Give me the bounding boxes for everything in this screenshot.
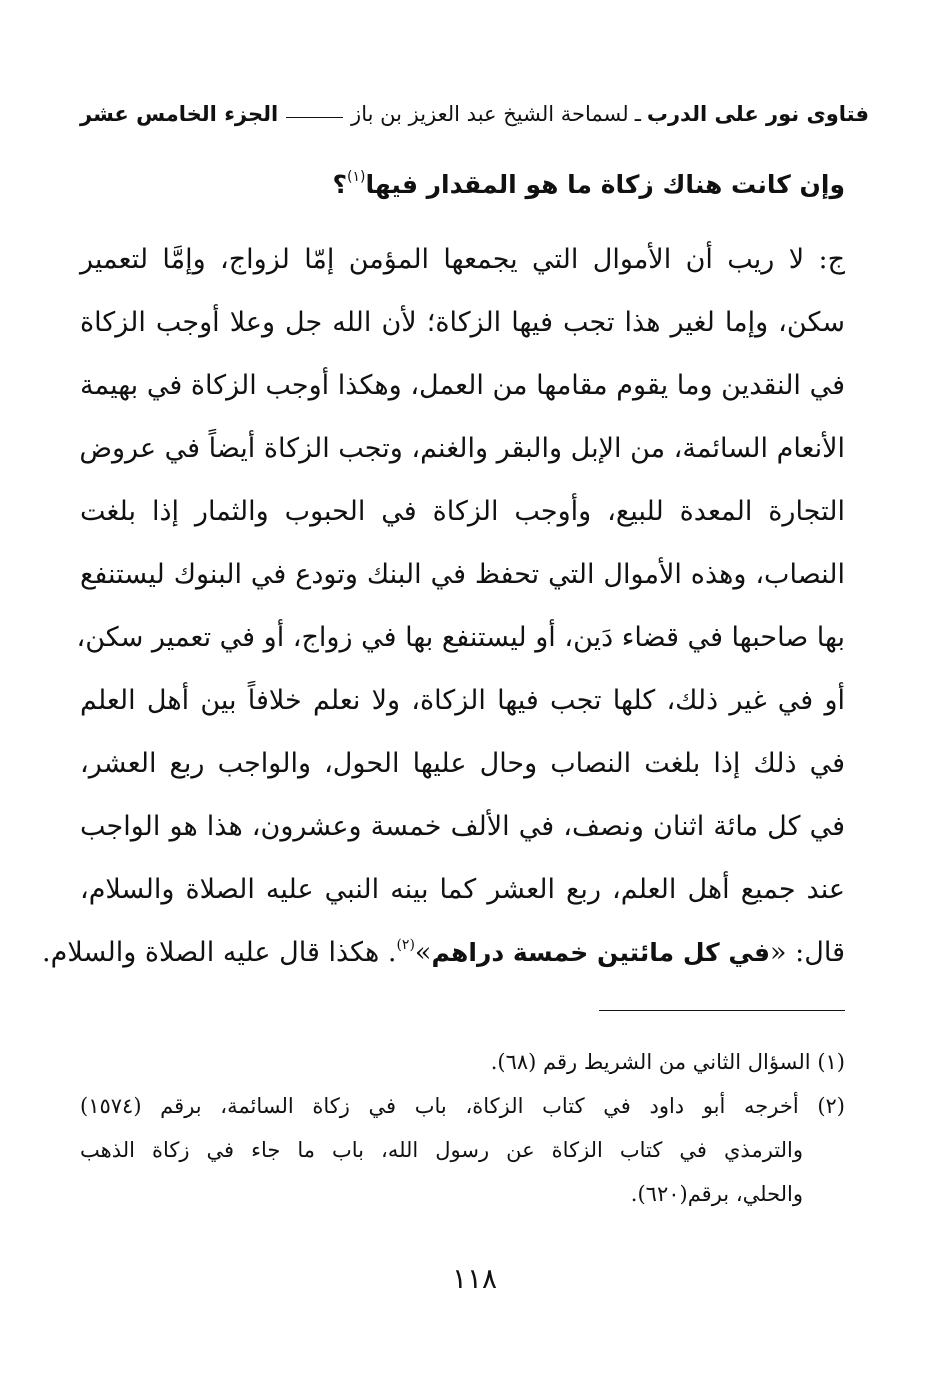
answer-line: بها صاحبها في قضاء دَين، أو ليستنفع بها في زواج، أو في تعمير سكن،	[76, 622, 845, 653]
answer-line: في ذلك إذا بلغت النصاب وحال عليها الحول، والواجب ربع العشر،	[80, 748, 845, 779]
running-header	[80, 94, 869, 134]
quote-close: »	[414, 937, 432, 968]
footnote-separator	[599, 1010, 845, 1011]
footnote-1: (١) السؤال الثاني من الشريط رقم (٦٨).	[490, 1050, 845, 1074]
page-number: ١١٨	[451, 1262, 498, 1295]
answer-line: في كل مائة اثنان ونصف، في الألف خمسة وعشرون، هذا هو الواجب	[80, 811, 845, 842]
header-rule	[286, 117, 343, 118]
header-author: لسماحة الشيخ عبد العزيز بن باز	[351, 102, 629, 126]
answer-line: التجارة المعدة للبيع، وأوجب الزكاة في الحبوب والثمار إذا بلغت	[80, 496, 845, 527]
footnote-2-line-2: والترمذي في كتاب الزكاة عن رسول الله، باب ما جاء في زكاة الذهب	[80, 1138, 803, 1162]
header-separator: ـ	[634, 102, 641, 126]
question-mark: ؟	[332, 170, 347, 199]
footnote-2-line-3: والحلي، برقم(٦٢٠).	[630, 1182, 803, 1206]
answer-line: عند جميع أهل العلم، ربع العشر كما بينه النبي عليه الصلاة والسلام،	[80, 874, 845, 905]
answer-line: سكن، وإما لغير هذا تجب فيها الزكاة؛ لأن الله جل وعلا أوجب الزكاة	[80, 307, 845, 338]
question-footnote-ref: (١)	[347, 169, 366, 185]
answer-line: ج: لا ريب أن الأموال التي يجمعها المؤمن إمّا لزواج، وإمَّا لتعمير	[80, 244, 845, 275]
question-heading	[80, 160, 845, 210]
quote-prefix: قال: «	[770, 937, 845, 968]
footnote-2-line-1: (٢) أخرجه أبو داود في كتاب الزكاة، باب في زكاة السائمة، برقم (١٥٧٤)	[80, 1094, 845, 1118]
answer-line: في النقدين وما يقوم مقامها من العمل، وهكذا أوجب الزكاة في بهيمة	[80, 370, 845, 401]
header-book-title: فتاوى نور على الدرب	[646, 102, 869, 126]
question-text: وإن كانت هناك زكاة ما هو المقدار فيها	[365, 170, 845, 199]
quote-suffix: . هكذا قال عليه الصلاة والسلام.	[42, 937, 397, 968]
footnotes	[80, 1040, 845, 1216]
hadith-quote: في كل مائتين خمسة دراهم	[431, 938, 771, 967]
answer-body	[42, 228, 845, 984]
answer-last-line	[42, 921, 845, 984]
answer-line: أو في غير ذلك، كلها تجب فيها الزكاة، ولا نعلم خلافاً بين أهل العلم	[80, 685, 845, 716]
answer-line: الأنعام السائمة، من الإبل والبقر والغنم، وتجب الزكاة أيضاً في عروض	[79, 433, 845, 464]
answer-line: النصاب، وهذه الأموال التي تحفظ في البنك وتودع في البنوك ليستنفع	[80, 559, 845, 590]
header-volume: الجزء الخامس عشر	[80, 102, 279, 126]
quote-footnote-ref: (٢)	[396, 937, 415, 953]
